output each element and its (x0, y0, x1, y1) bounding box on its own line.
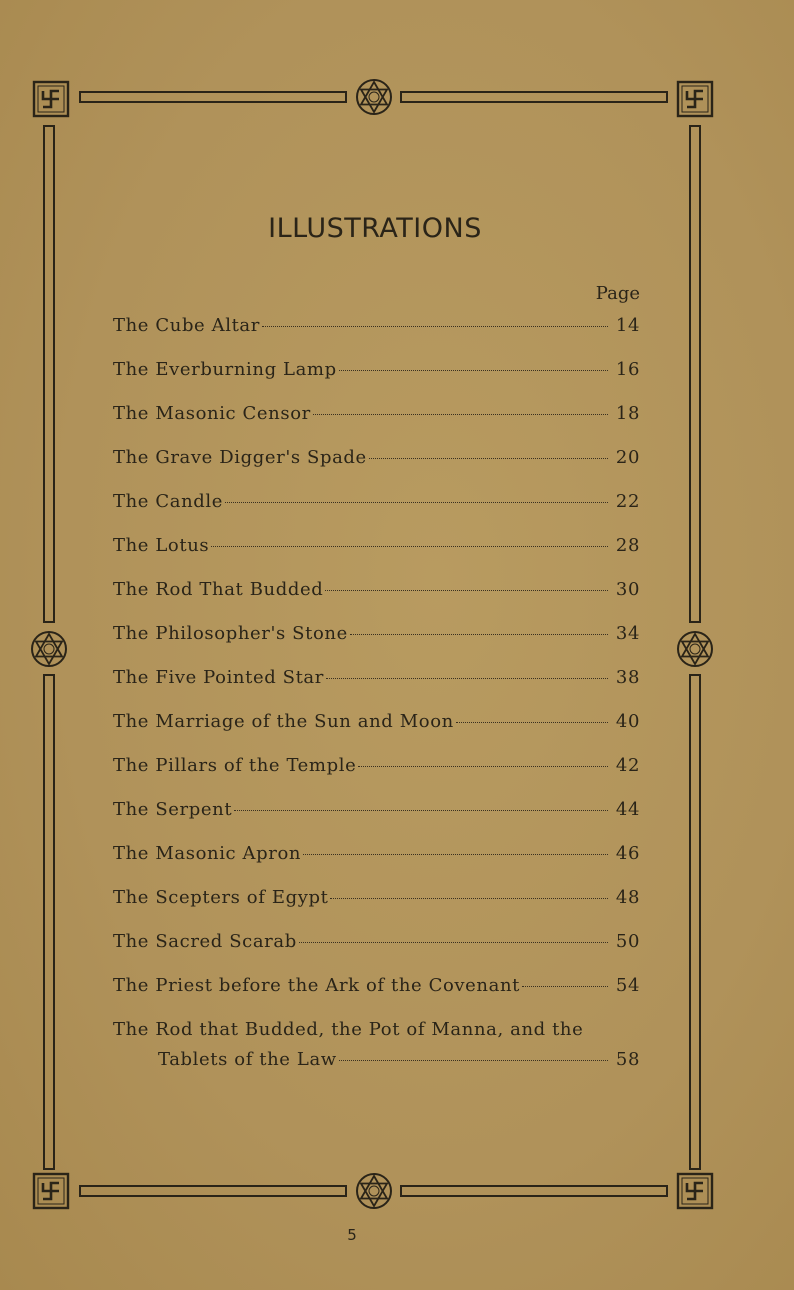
entry-page: 50 (615, 931, 640, 952)
dot-leader (325, 590, 608, 591)
illustrations-list (113, 314, 640, 1072)
hexagram-medallion-icon-right (678, 632, 712, 666)
entry-page: 58 (615, 1049, 640, 1070)
list-item (113, 974, 640, 1018)
list-item (113, 798, 640, 842)
entry-page: 40 (615, 711, 640, 732)
entry-title: The Everburning Lamp (113, 359, 337, 380)
page-title: ILLUSTRATIONS (268, 213, 482, 244)
swastika-corner-icon-bottom-left (34, 1174, 68, 1208)
list-item (113, 490, 640, 534)
dot-leader (262, 326, 608, 327)
dot-leader (350, 634, 608, 635)
dot-leader (234, 810, 608, 811)
list-item (113, 842, 640, 886)
dot-leader (313, 414, 608, 415)
entry-page: 28 (615, 535, 640, 556)
list-item (113, 886, 640, 930)
entry-title: The Serpent (113, 799, 233, 820)
page-number: 5 (347, 1226, 357, 1244)
dot-leader (330, 898, 608, 899)
list-item (113, 358, 640, 402)
entry-title-line2-row (113, 1048, 640, 1072)
swastika-corner-icon-bottom-right (678, 1174, 712, 1208)
list-item (113, 622, 640, 666)
list-item (113, 754, 640, 798)
hexagram-medallion-icon-top (357, 80, 391, 114)
list-item-multiline (113, 1018, 640, 1072)
hexagram-medallion-icon-left (32, 632, 66, 666)
entry-page: 42 (615, 755, 640, 776)
list-item (113, 446, 640, 490)
hexagram-medallion-icon-bottom (357, 1174, 391, 1208)
entry-page: 14 (615, 315, 640, 336)
entry-title: The Masonic Censor (113, 403, 311, 424)
entry-title: The Masonic Apron (113, 843, 302, 864)
entry-title: The Five Pointed Star (113, 667, 324, 688)
entry-page: 22 (615, 491, 640, 512)
list-item (113, 666, 640, 710)
list-item (113, 534, 640, 578)
entry-page: 44 (615, 799, 640, 820)
entry-title-line2: Tablets of the Law (158, 1049, 337, 1070)
dot-leader (303, 854, 608, 855)
entry-title: The Grave Digger's Spade (113, 447, 367, 468)
swastika-corner-icon-top-left (34, 82, 68, 116)
list-item (113, 578, 640, 622)
entry-page: 16 (615, 359, 640, 380)
entry-page: 38 (615, 667, 640, 688)
dot-leader (522, 986, 608, 987)
entry-title: The Marriage of the Sun and Moon (113, 711, 454, 732)
list-item (113, 314, 640, 358)
entry-title: The Rod That Budded (113, 579, 324, 600)
entry-title: The Lotus (113, 535, 210, 556)
dot-leader (339, 1060, 608, 1061)
dot-leader (225, 502, 608, 503)
entry-title: The Philosopher's Stone (113, 623, 348, 644)
entry-title: The Priest before the Ark of the Covenant (113, 975, 520, 996)
list-item (113, 710, 640, 754)
dot-leader (369, 458, 608, 459)
list-item (113, 402, 640, 446)
entry-page: 18 (615, 403, 640, 424)
entry-page: 46 (615, 843, 640, 864)
page-column-header: Page (595, 283, 640, 304)
dot-leader (358, 766, 608, 767)
entry-page: 54 (615, 975, 640, 996)
entry-title-line1: The Rod that Budded, the Pot of Manna, and the (113, 1019, 584, 1040)
entry-title: The Cube Altar (113, 315, 260, 336)
dot-leader (456, 722, 608, 723)
entry-title: The Scepters of Egypt (113, 887, 329, 908)
swastika-corner-icon-top-right (678, 82, 712, 116)
dot-leader (326, 678, 608, 679)
entry-page: 20 (615, 447, 640, 468)
entry-title: The Pillars of the Temple (113, 755, 357, 776)
dot-leader (339, 370, 608, 371)
entry-page: 30 (615, 579, 640, 600)
dot-leader (211, 546, 608, 547)
entry-page: 34 (615, 623, 640, 644)
list-item (113, 930, 640, 974)
dot-leader (299, 942, 608, 943)
entry-title: The Candle (113, 491, 224, 512)
entry-page: 48 (615, 887, 640, 908)
entry-title: The Sacred Scarab (113, 931, 297, 952)
